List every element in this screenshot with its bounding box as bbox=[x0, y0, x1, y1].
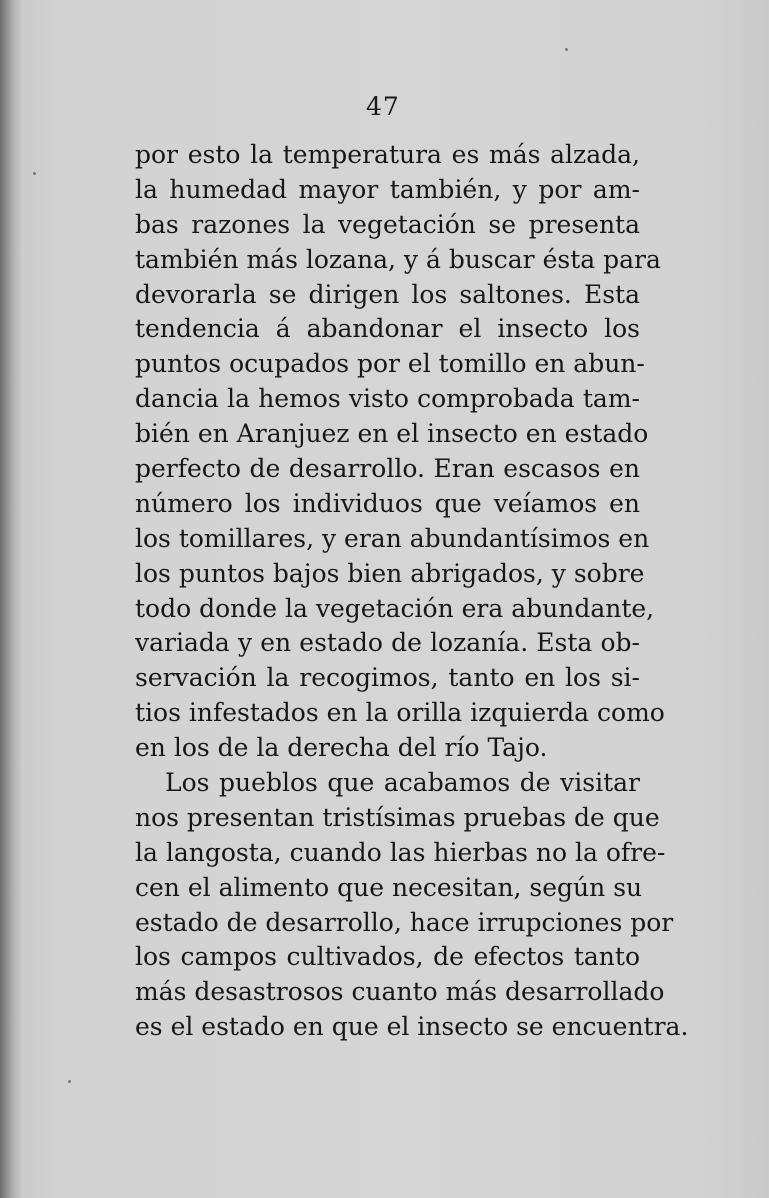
text-line: dancia la hemos visto comprobada tam- bbox=[135, 384, 640, 414]
paper-speck bbox=[565, 48, 568, 51]
text-line: estado de desarrollo, hace irrupciones por bbox=[135, 907, 674, 937]
text-line: también más lozana, y á buscar ésta para bbox=[135, 244, 661, 274]
text-line: tendencia á abandonar el insecto los bbox=[135, 314, 640, 344]
paper-speck bbox=[68, 1080, 71, 1083]
text-line: tios infestados en la orilla izquierda como bbox=[135, 698, 665, 728]
text-line: por esto la temperatura es más alzada, bbox=[135, 140, 640, 169]
text-line: servación la recogimos, tanto en los si- bbox=[135, 663, 640, 693]
text-line: cen el alimento que necesitan, según su bbox=[135, 872, 643, 902]
text-line: es el estado en que el insecto se encuentra. bbox=[135, 1012, 689, 1042]
text-line: los tomillares, y eran abundantísimos en bbox=[135, 523, 650, 553]
text-line: bas razones la vegetación se presenta bbox=[135, 209, 640, 239]
text-line: Los pueblos que acabamos de visitar bbox=[165, 768, 640, 798]
text-line: bién en Aranjuez en el insecto en estado bbox=[135, 419, 649, 449]
text-line: nos presentan tristísimas pruebas de que bbox=[135, 802, 660, 832]
text-line: todo donde la vegetación era abundante, bbox=[135, 593, 655, 623]
text-line: perfecto de desarrollo. Eran escasos en bbox=[135, 454, 640, 484]
body-text bbox=[135, 138, 689, 1045]
paragraph-2 bbox=[135, 766, 689, 1045]
page-number: 47 bbox=[366, 92, 400, 121]
text-line: devorarla se dirigen los saltones. Esta bbox=[135, 279, 640, 309]
text-line: en los de la derecha del río Tajo. bbox=[135, 733, 548, 763]
text-line: los campos cultivados, de efectos tanto bbox=[135, 942, 640, 972]
text-line: número los individuos que veíamos en bbox=[135, 488, 640, 518]
text-line: más desastrosos cuanto más desarrollado bbox=[135, 977, 665, 1007]
binding-shadow bbox=[0, 0, 22, 1198]
text-line: los puntos bajos bien abrigados, y sobre bbox=[135, 558, 645, 588]
text-line: variada y en estado de lozanía. Esta ob- bbox=[135, 628, 640, 658]
paper-speck bbox=[33, 172, 36, 175]
text-line: la langosta, cuando las hierbas no la ofre- bbox=[135, 837, 666, 867]
text-line: puntos ocupados por el tomillo en abun- bbox=[135, 349, 645, 379]
text-line: la humedad mayor también, y por am- bbox=[135, 174, 640, 204]
paragraph-1 bbox=[135, 138, 665, 766]
